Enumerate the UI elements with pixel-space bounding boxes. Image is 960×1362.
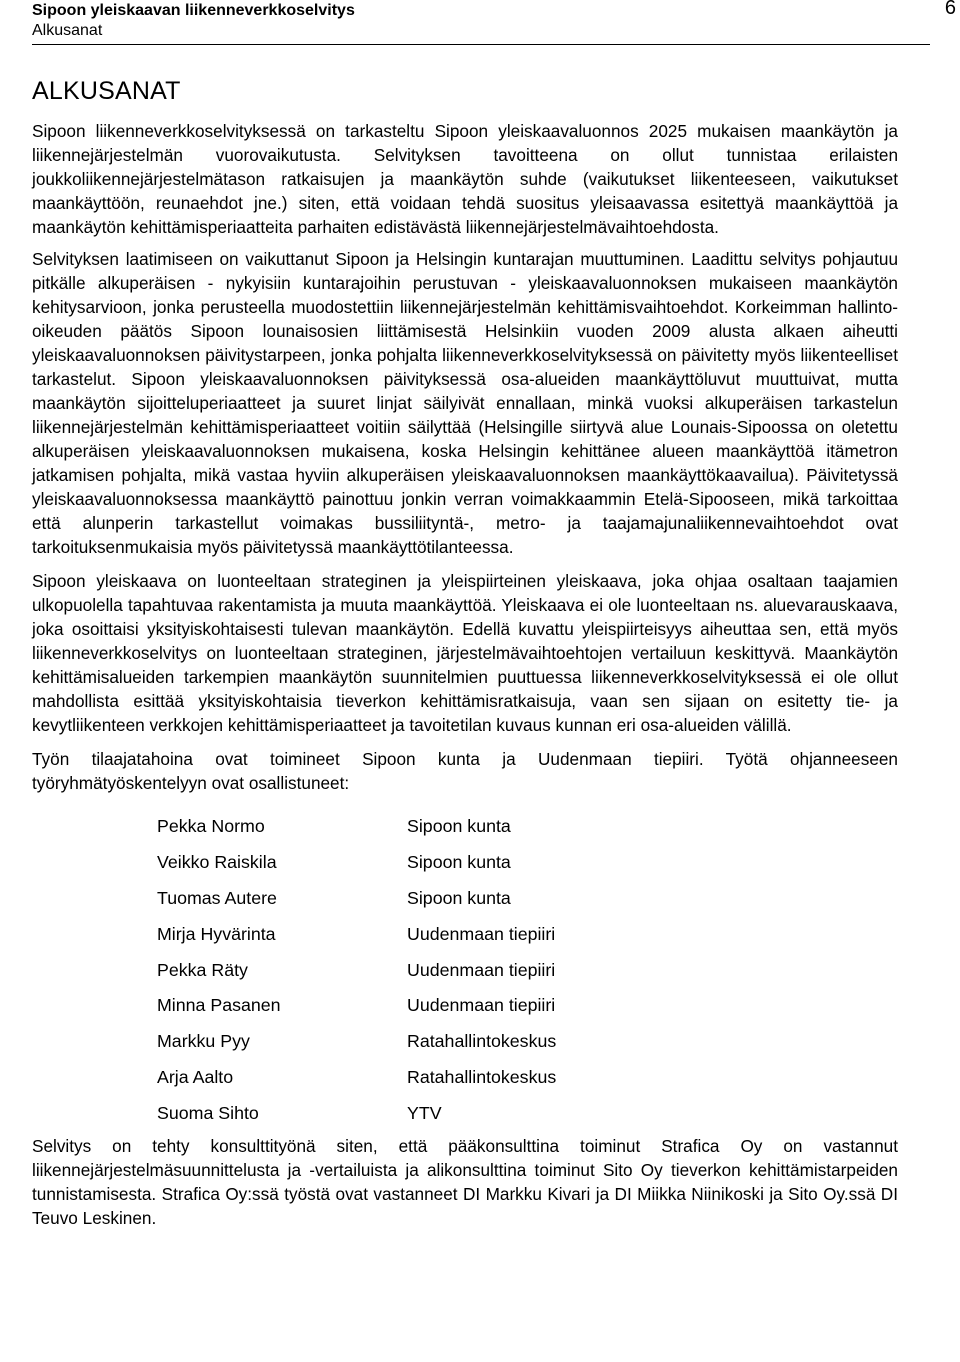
- page-header: [32, 0, 956, 45]
- document-title: Sipoon yleiskaavan liikenneverkkoselvitys: [32, 2, 355, 19]
- member-name: Markku Pyy: [157, 1031, 250, 1052]
- member-organization: YTV: [407, 1102, 442, 1123]
- paragraph-intro: Sipoon liikenneverkkoselvityksessä on tarkasteltu Sipoon yleiskaavaluonnos 2025 mukaisen maankäytön ja liikennejärjestelmän vuorovaikutusta. Selvityksen tavoitteena on ollut tunnistaa erilaisten joukkoliikennejärjestelmätason ratkaisujen ja maankäytön suhde (vaikutukset liikenteeseen, vaikutukset maankäyttöön, reunaehdot jne.) siten, että voidaan tehdä suositus yleisaavassa esitettyä maankäyttöä ja maankäytön kehittämisperiaatteita parhaiten edistävästä liikennejärjestelmävaihtoehdosta.: [32, 121, 898, 237]
- list-item: [157, 1060, 717, 1096]
- member-organization: Sipoon kunta: [407, 887, 511, 908]
- section-name: Alkusanat: [32, 22, 103, 39]
- member-name: Mirja Hyvärinta: [157, 923, 276, 944]
- member-organization: Uudenmaan tiepiiri: [407, 959, 556, 980]
- member-name: Pekka Normo: [157, 816, 265, 837]
- member-organization: Sipoon kunta: [407, 816, 511, 837]
- member-name: Minna Pasanen: [157, 995, 281, 1016]
- list-item: [157, 881, 717, 917]
- section-heading: ALKUSANAT: [32, 77, 181, 105]
- member-name: Pekka Räty: [157, 959, 248, 980]
- member-organization: Sipoon kunta: [407, 852, 511, 873]
- list-item: [157, 809, 717, 845]
- paragraph-consultants: Selvitys on tehty konsulttityönä siten, että pääkonsulttina toiminut Strafica Oy on vastannut liikennejärjestelmäsuunnittelusta ja -vertailuista ja alikonsulttina toiminut Sito Oy tieverkon kehittämistarpeiden tunnistamisesta. Strafica Oy:ssä työstä ovat vastanneet DI Markku Kivari ja DI Miikka Niinikoski ja Sito Oy.ssä DI Teuvo Leskinen.: [32, 1136, 898, 1229]
- member-name: Veikko Raiskila: [157, 852, 277, 873]
- working-group-list: [157, 809, 717, 1131]
- member-organization: Ratahallintokeskus: [407, 1031, 557, 1052]
- member-name: Tuomas Autere: [157, 887, 277, 908]
- list-item: [157, 952, 717, 988]
- list-item: [157, 845, 717, 881]
- list-item: [157, 988, 717, 1024]
- list-item: [157, 1024, 717, 1060]
- paragraph-strategic-plan: Sipoon yleiskaava on luonteeltaan strateginen ja yleispiirteinen yleiskaava, joka ohjaa osaltaan taajamien ulkopuolella tapahtuvaa rakentamista ja muuta maankäyttöä. Yleiskaava ei ole luonteeltaan ns. aluevarauskaava, joka osoittaisi yksityiskohtaisesti tulevan maankäytön. Edellä kuvattu yleispiirteisyys aiheuttaa sen, että myös liikenneverkkoselvitys on luonteeltaan strateginen, järjestelmävaihtoehtojen vertailuun keskittyvä. Maankäytön kehittämisalueiden tarkempien maankäytön suunnitelmien puuttuessa liikenneverkkoselvityksessä ei ole ollut mahdollista esittää yksityiskohtaisia tieverkon kehittämisratkaisuja, vaan sen sijaan on esitetty tie- ja kevytliikenteen verkkojen kehittämisperiaatteet ja tavoitetilan kuvaus kunnan eri osa-alueiden välillä.: [32, 571, 898, 735]
- paragraph-clients: Työn tilaajatahoina ovat toimineet Sipoon kunta ja Uudenmaan tiepiiri. Työtä ohjanneeseen työryhmätyöskentelyyn ovat osallistuneet:: [32, 749, 898, 793]
- body-text: [32, 119, 898, 1230]
- member-organization: Uudenmaan tiepiiri: [407, 995, 556, 1016]
- paragraph-municipal-border: Selvityksen laatimiseen on vaikuttanut Sipoon ja Helsingin kuntarajan muuttuminen. Laadittu selvitys pohjautuu pitkälle alkuperäisen - nykyisiin kuntarajoihin perustuvan - yleiskaavaluonnoksen mukaiseen maankäytön kehitysarvioon, jonka perusteella muodostettiin liikennejärjestelmän kehittämisvaihtoehdot. Korkeimman hallinto-oikeuden päätös Sipoon lounaisosien liittämisestä Helsinkiin vuoden 2009 alusta alkaen aiheutti yleiskaavaluonnoksen päivitystarpeen, jonka pohjalta liikenneverkkoselvityksessä on päivitetty myös liikenteelliset tarkastelut. Sipoon yleiskaavaluonnoksen päivityksessä osa-alueiden maankäyttöluvut muuttuivat, mutta maankäytön sijoitteluperiaatteet ja suuret linjat säilyivät ennallaan, minkä vuoksi alkuperäisen tarkastelun liikennejärjestelmän kehittämisperiaatteet voitiin säilyttää (Helsingille siirtyvä alue Lounais-Sipoossa on oletettu alkuperäisen yleiskaavaluonnoksen mukaisena, koska Helsingin kehittänee alueen maankäyttöä itämetron jatkamisen pohjalta, mikä vastaa hyviin alkuperäisen yleiskaavaluonnoksen maankäyttökaavailua). Päivitetyssä yleiskaavaluonnoksessa maankäyttö painottuu jonkin verran voimakkaammin Etelä-Sipooseen, mikä tarkoittaa että alunperin tarkastellut voimakas bussiliityntä-, metro- ja taajamajunaliikennevaihtoehdot ovat tarkoituksenmukaisia myös päivitetyssä maankäyttötilanteessa.: [32, 249, 898, 557]
- page-number: 6: [944, 0, 956, 19]
- member-name: Suoma Sihto: [157, 1102, 259, 1123]
- list-item: [157, 1095, 717, 1131]
- member-organization: Uudenmaan tiepiiri: [407, 923, 556, 944]
- list-item: [157, 916, 717, 952]
- member-name: Arja Aalto: [157, 1066, 234, 1087]
- member-organization: Ratahallintokeskus: [407, 1066, 557, 1087]
